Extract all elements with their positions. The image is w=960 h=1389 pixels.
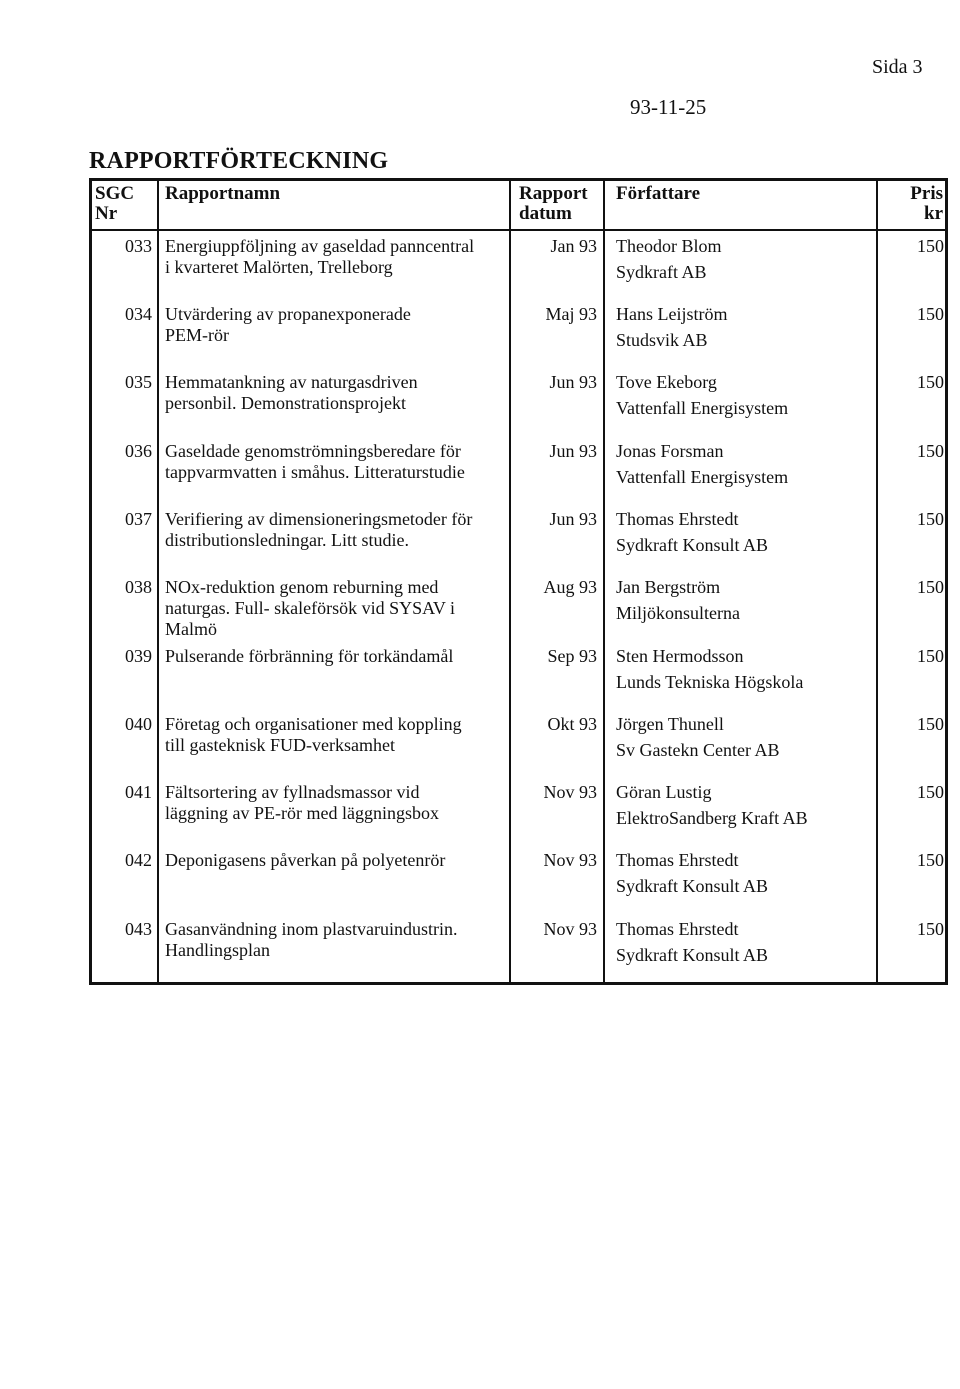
row-author	[616, 236, 916, 283]
author-name: Jonas Forsman	[616, 441, 724, 461]
row-title-line: till gasteknisk FUD-verksamhet	[165, 735, 395, 755]
row-title-line: Pulserande förbränning för torkändamål	[165, 646, 454, 666]
header-author: Författare	[616, 183, 701, 204]
row-title-line: distributionsledningar. Litt studie.	[165, 530, 409, 550]
author-name: Sten Hermodsson	[616, 646, 744, 666]
header-date-line2: datum	[519, 203, 572, 224]
row-title	[165, 236, 510, 278]
column-divider-date	[603, 181, 605, 982]
row-date: Sep 93	[547, 646, 597, 666]
row-title-line: NOx-reduktion genom reburning med	[165, 577, 439, 597]
header-price	[898, 184, 943, 224]
row-title-line: personbil. Demonstrationsprojekt	[165, 393, 406, 413]
page-date: 93-11-25	[630, 95, 707, 119]
page-number: Sida 3	[872, 56, 923, 78]
header-divider	[92, 229, 945, 231]
row-price: 150	[917, 577, 944, 597]
author-name: Thomas Ehrstedt	[616, 919, 739, 939]
row-price: 150	[917, 441, 944, 461]
row-date: Nov 93	[543, 919, 597, 939]
author-name: Theodor Blom	[616, 236, 722, 256]
row-date: Maj 93	[545, 304, 597, 324]
author-organization: Miljökonsulterna	[616, 603, 740, 623]
row-price: 150	[917, 782, 944, 802]
report-table	[89, 178, 948, 985]
row-price: 150	[917, 919, 944, 939]
row-title	[165, 509, 510, 551]
row-author	[616, 714, 916, 761]
row-number: 043	[125, 919, 152, 939]
author-name: Hans Leijström	[616, 304, 728, 324]
row-title-line: Gasanvändning inom plastvaruindustrin.	[165, 919, 458, 939]
row-author	[616, 919, 916, 966]
row-number: 037	[125, 509, 152, 529]
row-date: Jan 93	[550, 236, 597, 256]
author-organization: ElektroSandberg Kraft AB	[616, 808, 808, 828]
row-price: 150	[917, 372, 944, 392]
author-organization: Sv Gastekn Center AB	[616, 740, 780, 760]
author-name: Tove Ekeborg	[616, 372, 717, 392]
row-number: 039	[125, 646, 152, 666]
row-title	[165, 646, 510, 667]
author-organization: Sydkraft Konsult AB	[616, 535, 769, 555]
row-price: 150	[917, 850, 944, 870]
row-number: 034	[125, 304, 152, 324]
row-number: 041	[125, 782, 152, 802]
author-name: Jörgen Thunell	[616, 714, 724, 734]
row-author	[616, 372, 916, 419]
row-date: Jun 93	[549, 372, 597, 392]
row-number: 040	[125, 714, 152, 734]
row-title	[165, 850, 510, 871]
row-title-line: tappvarmvatten i småhus. Litteraturstudie	[165, 462, 465, 482]
row-date: Nov 93	[543, 782, 597, 802]
row-title-line: PEM-rör	[165, 325, 229, 345]
row-title-line: Deponigasens påverkan på polyetenrör	[165, 850, 446, 870]
header-price-line1: Pris	[910, 183, 943, 204]
row-title-line: Verifiering av dimensioneringsmetoder för	[165, 509, 473, 529]
row-title	[165, 577, 510, 640]
column-divider-nr	[157, 181, 159, 982]
row-title	[165, 441, 510, 483]
row-title-line: naturgas. Full- skaleförsök vid SYSAV i	[165, 598, 456, 618]
row-number: 038	[125, 577, 152, 597]
row-title	[165, 714, 510, 756]
row-author	[616, 509, 916, 556]
row-title-line: Handlingsplan	[165, 940, 270, 960]
header-nr-line2: Nr	[95, 203, 118, 224]
row-date: Aug 93	[543, 577, 597, 597]
row-price: 150	[917, 304, 944, 324]
row-title-line: Fältsortering av fyllnadsmassor vid	[165, 782, 420, 802]
row-title	[165, 782, 510, 824]
row-number: 035	[125, 372, 152, 392]
row-price: 150	[917, 236, 944, 256]
row-author	[616, 646, 916, 693]
row-number: 042	[125, 850, 152, 870]
row-price: 150	[917, 509, 944, 529]
header-date	[519, 184, 588, 224]
row-date: Nov 93	[543, 850, 597, 870]
row-number: 033	[125, 236, 152, 256]
row-price: 150	[917, 646, 944, 666]
row-price: 150	[917, 714, 944, 734]
row-number: 036	[125, 441, 152, 461]
row-author	[616, 304, 916, 351]
row-title-line: Malmö	[165, 619, 217, 639]
row-date: Jun 93	[549, 441, 597, 461]
row-title-line: Hemmatankning av naturgasdriven	[165, 372, 418, 392]
row-author	[616, 441, 916, 488]
row-date: Jun 93	[549, 509, 597, 529]
author-organization: Sydkraft Konsult AB	[616, 876, 769, 896]
author-name: Göran Lustig	[616, 782, 712, 802]
author-organization: Sydkraft AB	[616, 262, 707, 282]
row-author	[616, 577, 916, 624]
row-title-line: i kvarteret Malörten, Trelleborg	[165, 257, 393, 277]
author-organization: Sydkraft Konsult AB	[616, 945, 769, 965]
row-date: Okt 93	[547, 714, 597, 734]
row-author	[616, 850, 916, 897]
header-title: Rapportnamn	[165, 183, 281, 204]
row-title-line: läggning av PE-rör med läggningsbox	[165, 803, 439, 823]
author-name: Thomas Ehrstedt	[616, 509, 739, 529]
author-organization: Studsvik AB	[616, 330, 708, 350]
document-title: RAPPORTFÖRTECKNING	[89, 148, 389, 174]
row-title-line: Energiuppföljning av gaseldad panncentral	[165, 236, 475, 256]
author-organization: Lunds Tekniska Högskola	[616, 672, 804, 692]
header-price-line2: kr	[924, 203, 943, 224]
header-nr-line1: SGC	[95, 183, 135, 204]
author-name: Jan Bergström	[616, 577, 721, 597]
row-title	[165, 372, 510, 414]
header-nr	[95, 184, 134, 224]
header-date-line1: Rapport	[519, 183, 588, 204]
row-author	[616, 782, 916, 829]
author-name: Thomas Ehrstedt	[616, 850, 739, 870]
row-title-line: Företag och organisationer med koppling	[165, 714, 462, 734]
row-title	[165, 919, 510, 961]
author-organization: Vattenfall Energisystem	[616, 467, 789, 487]
author-organization: Vattenfall Energisystem	[616, 398, 789, 418]
row-title-line: Utvärdering av propanexponerade	[165, 304, 411, 324]
row-title	[165, 304, 510, 346]
row-title-line: Gaseldade genomströmningsberedare för	[165, 441, 461, 461]
